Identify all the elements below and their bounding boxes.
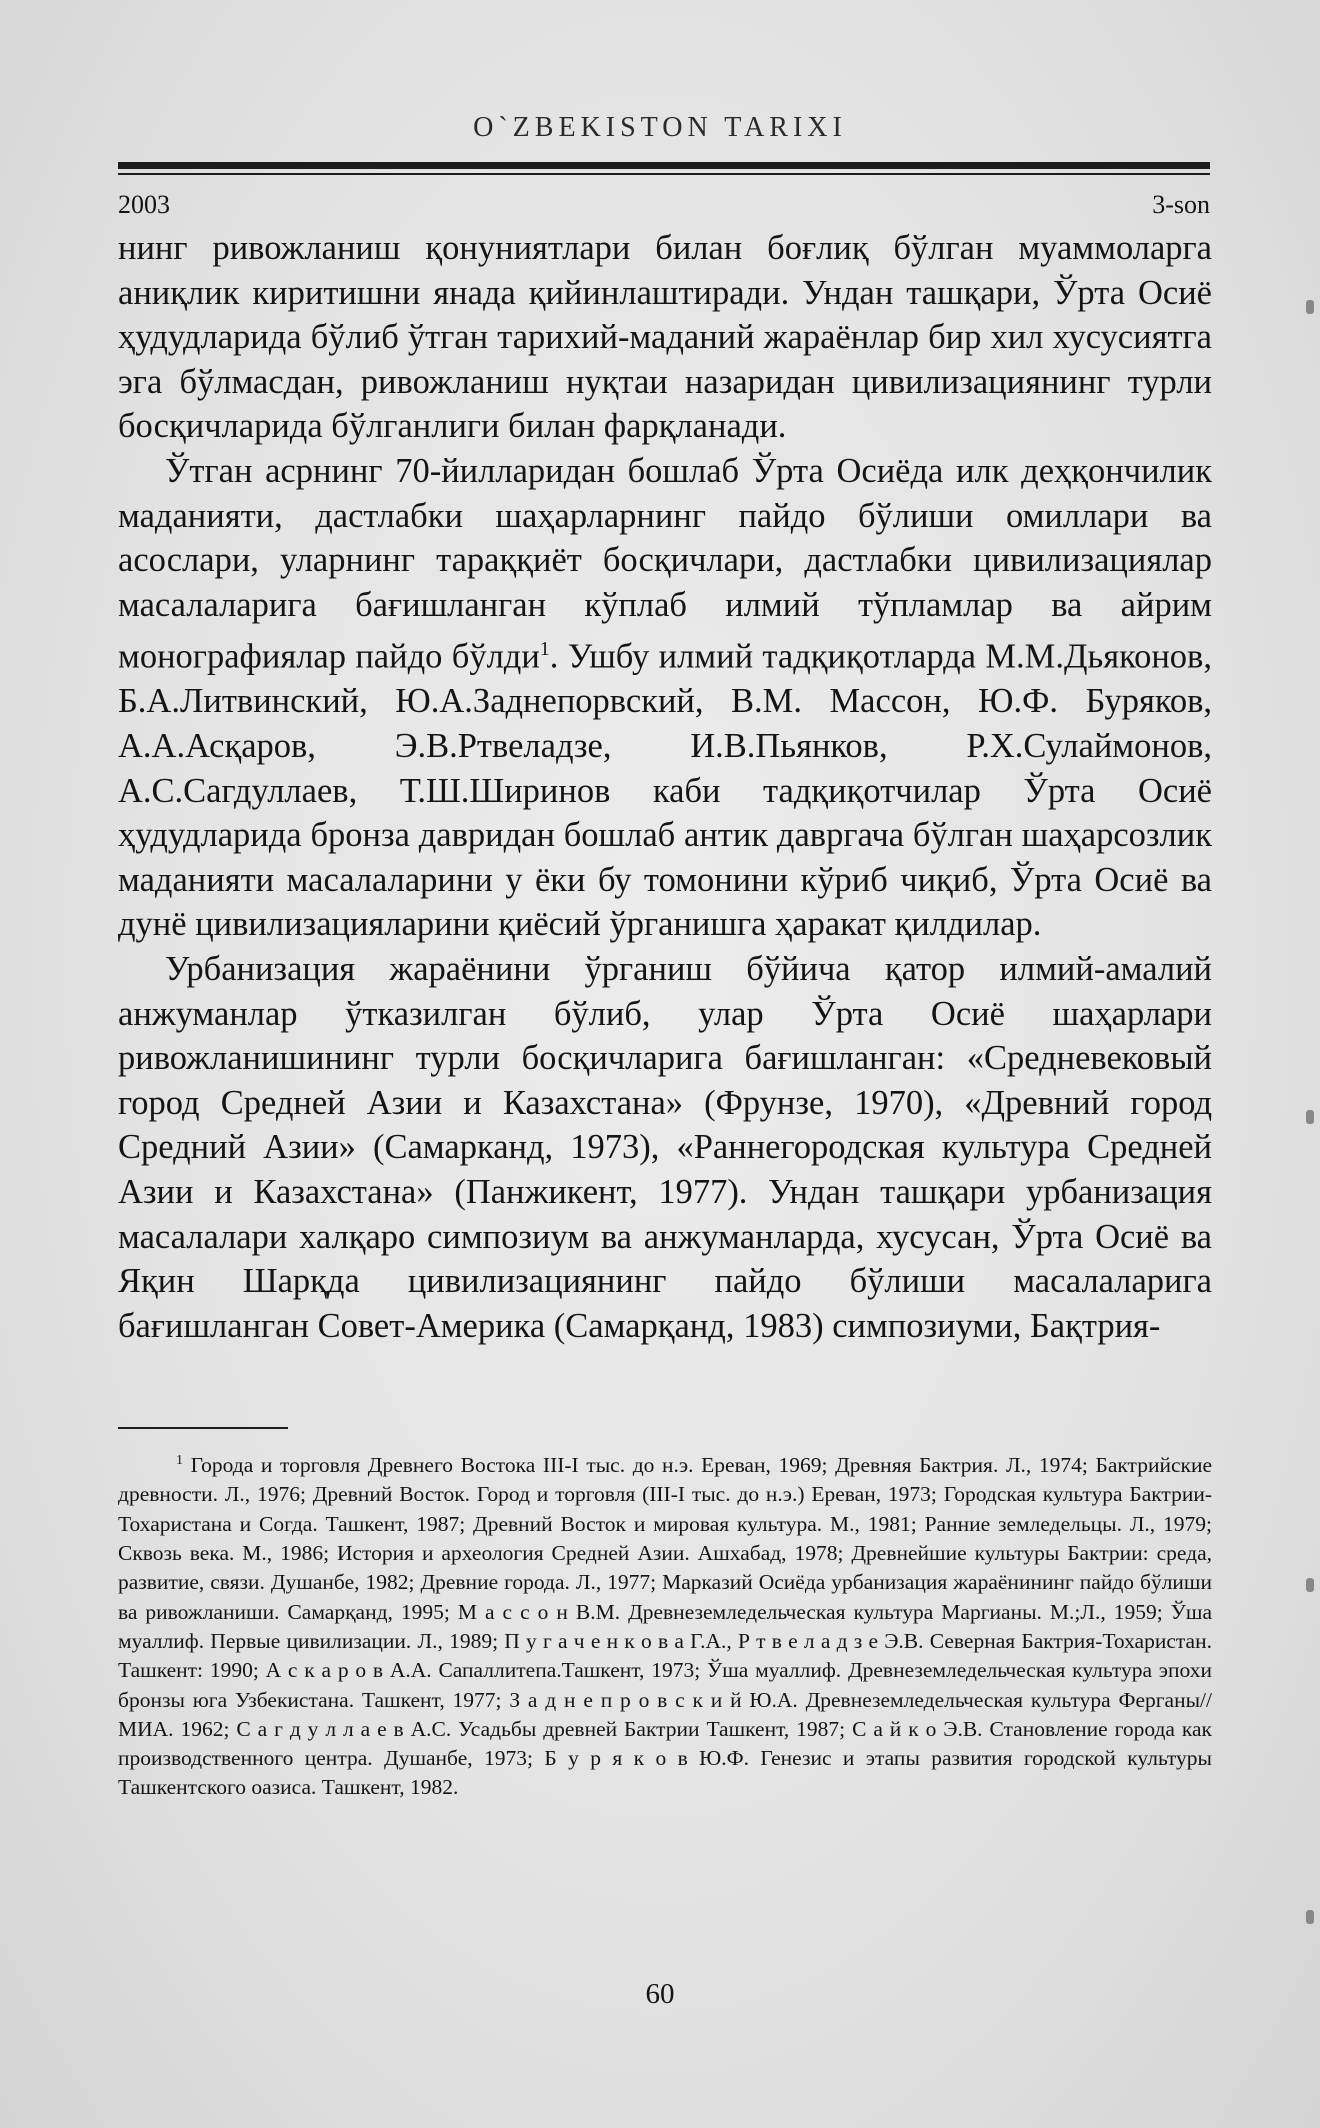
journal-title: O`ZBEKISTON TARIXI [473, 112, 847, 143]
body-text [118, 226, 1212, 1348]
paragraph-1: нинг ривожланиш қонуниятлари билан боғлиқ бўлган муаммоларга аниқлик киритишни янада қийинлаштиради. Ундан ташқари, Ўрта Осиё ҳудудларида бўлиб ўтган тарихий-маданий жараёнлар бир хил хусусиятга эга бўлмасдан, ривожланиш нуқтаи назаридан цивилизациянинг турли босқичларида бўлганлиги билан фарқланади. [118, 229, 1212, 446]
paragraph-2 [118, 449, 1212, 947]
page-number: 60 [645, 1978, 675, 2010]
paragraph-3: Урбанизация жараёнини ўрганиш бўйича қатор илмий-амалий анжуманлар ўтказилган бўлиб, улар Ўрта Осиё шаҳарлари ривожланишининг турли босқичларига бағишланган: «Средневековый город Средней Азии и Казахстана» (Фрунзе, 1970), «Древний город Средний Азии» (Самарканд, 1973), «Раннегородская культура Средней Азии и Казахстана» (Панжикент, 1977). Ундан ташқари урбанизация масалалари халқаро симпозиум ва анжуманларда, хусусан, Ўрта Осиё ва Яқин Шарқда цивилизациянинг пайдо бўлиши масалаларига бағишланган Совет-Америка (Самарқанд, 1983) симпозиуми, Бақтрия- [118, 950, 1212, 1345]
header-rule-thin [118, 173, 1210, 175]
header-rule-thick [118, 162, 1210, 169]
footnote-separator [118, 1427, 288, 1429]
footnote-text: Города и торговля Древнего Востока III-I тыс. до н.э. Ереван, 1969; Древняя Бактрия. Л., 1974; Бактрийские древности. Л., 1976; Древний Восток. Город и торговля (III-I тыс. до н.э.) Ереван, 1973; Городская культура Бактрии-Тохаристана и Согда. Ташкент, 1987; Древний Восток и мировая культура. М., 1981; Ранние земледельцы. Л., 1979; Сквозь века. М., 1986; История и археология Средней Азии. Ашхабад, 1978; Древнейшие культуры Бактрии: среда, развитие, связи. Душанбе, 1982; Древние города. Л., 1977; Марказий Осиёда урбанизация жараёнининг пайдо бўлиши ва ривожланиши. Самарқанд, 1995; М а с с о н В.М. Древнеземледельческая культура Маргианы. М.;Л., 1959; Ўша муаллиф. Первые цивилизации. Л., 1989; П у г а ч е н к о в а Г.А., Р т в е л а д з е Э.В. Северная Бактрия-Тохаристан. Ташкент: 1990; А с к а р о в А.А. Сапаллитепа.Ташкент, 1973; Ўша муаллиф. Древнеземледельческая культура эпохи бронзы юга Узбекистана. Ташкент, 1977; З а д н е п р о в с к и й Ю.А. Древнеземледельческая культура Ферганы// МИА. 1962; С а г д у л л а е в А.С. Усадьбы древней Бактрии Ташкент, 1987; С а й к о Э.В. Становление города как производственного центра. Душанбе, 1973; Б у р я к о в Ю.Ф. Генезис и этапы развития городской культуры Ташкентского оазиса. Ташкент, 1982. [118, 1453, 1213, 1800]
scan-artifact [1306, 1110, 1314, 1124]
paragraph-2-text-b: . Ушбу илмий тадқиқотларда М.М.Дьяконов, Б.А.Литвинский, Ю.А.Заднепорвский, В.М. Массон, Ю.Ф. Буряков, А.А.Асқаров, Э.В.Ртвеладзе, И.В.Пьянков, Р.Х.Сулаймонов, А.С.Сагдуллаев, Т.Ш.Ширинов каби тадқиқотчилар Ўрта Осиё ҳудудларида бронза давридан бошлаб антик давргача бўлган шаҳарсозлик маданияти масалаларини у ёки бу томонини кўриб чиқиб, Ўрта Осиё ва дунё цивилизацияларини қиёсий ўрганишга ҳаракат қилдилар. [118, 637, 1212, 944]
scan-artifact [1306, 300, 1314, 314]
footnote [118, 1446, 1212, 1803]
footnote-reference: 1 [539, 638, 550, 661]
issue-year: 2003 [118, 190, 170, 219]
paragraph-2-text-a: Ўтган асрнинг 70-йилларидан бошлаб Ўрта Осиёда илк деҳқончилик маданияти, дастлабки шаҳарларнинг пайдо бўлиши омиллари ва асослари, уларнинг тараққиёт босқичлари, дастлабки цивилизациялар масалаларига бағишланган кўплаб илмий тўпламлар ва айрим монографиялар пайдо бўлди [118, 451, 1212, 676]
issue-number: 3-son [1152, 190, 1210, 219]
scan-artifact [1306, 1910, 1314, 1924]
footnote-marker: 1 [176, 1453, 183, 1468]
scan-artifact [1306, 1578, 1314, 1592]
